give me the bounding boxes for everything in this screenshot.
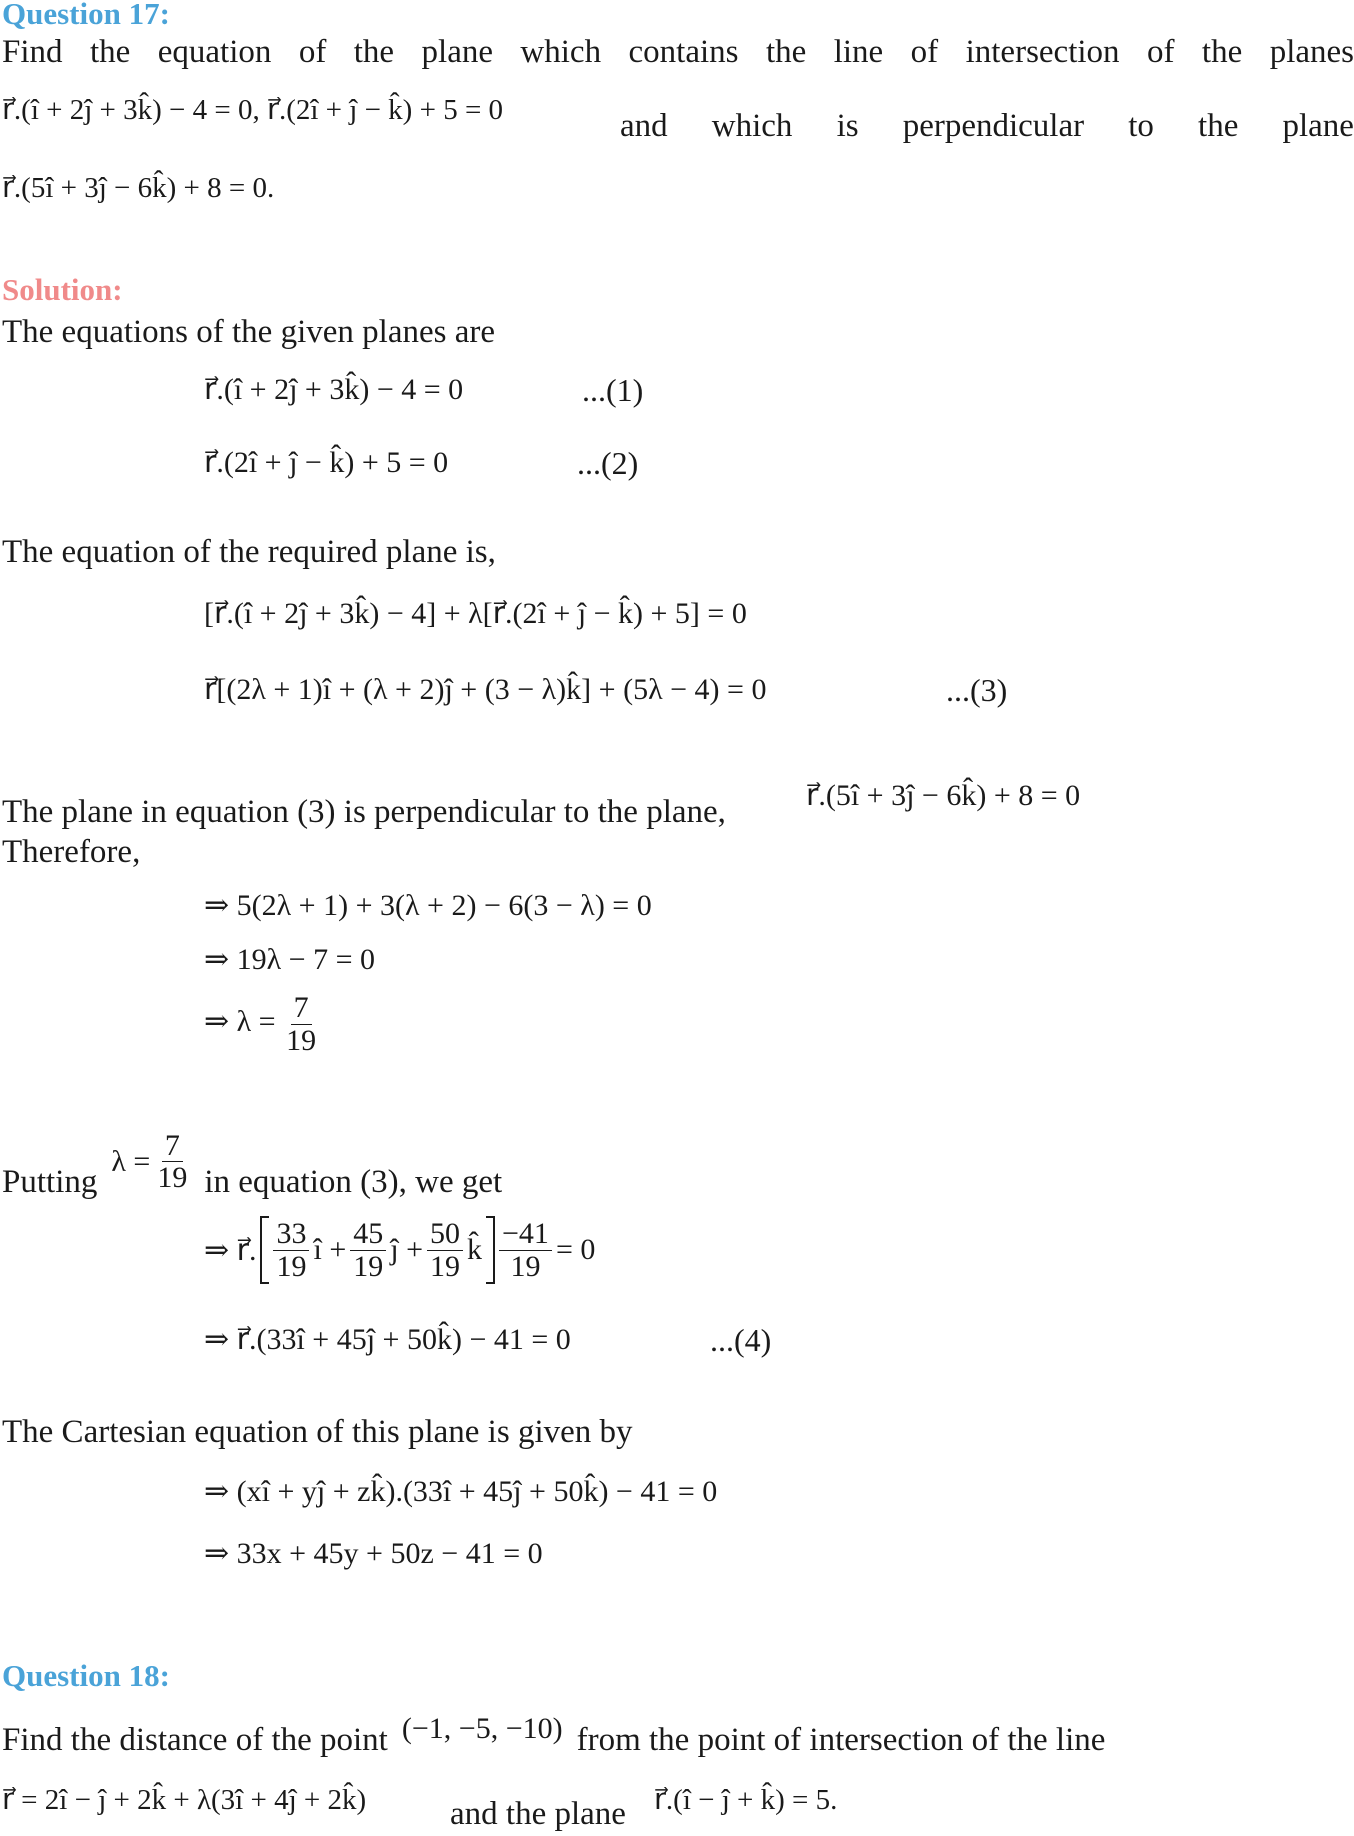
period: .	[830, 1784, 838, 1816]
unit-i: î +	[313, 1233, 347, 1266]
question-17-planes-equation: r⃗.(î + 2ĵ + 3k̂) − 4 = 0, r⃗.(2î + ĵ − k̂) + 5 = 0	[2, 94, 504, 126]
fraction-numerator: 50	[427, 1218, 463, 1251]
question-18-text	[2, 1712, 1106, 1759]
equation-2-tag: ...(2)	[577, 445, 639, 481]
solution-intro: The equations of the given planes are	[2, 314, 495, 350]
period: .	[267, 172, 275, 204]
perpendicular-text: The plane in equation (3) is perpendicular to the plane,	[2, 794, 726, 830]
lambda-fraction	[154, 1130, 190, 1194]
word: to	[1128, 108, 1154, 144]
solution-heading: Solution:	[2, 272, 123, 307]
left-bracket	[260, 1216, 269, 1284]
word: is	[836, 108, 859, 144]
equation: r⃗.(5î + 3ĵ − 6k̂) + 8 = 0	[2, 172, 268, 204]
equation-4-tag: ...(4)	[710, 1322, 772, 1358]
equation: r⃗.(î − ĵ + k̂) = 5	[654, 1784, 831, 1816]
step-3	[204, 992, 319, 1056]
right-bracket	[486, 1216, 495, 1284]
equation-3-tag: ...(3)	[946, 672, 1008, 708]
question-18-and-plane: and the plane	[450, 1796, 626, 1832]
fraction-numerator: 7	[162, 1130, 183, 1163]
fraction-denominator: 19	[353, 1249, 384, 1283]
fraction-denominator: 19	[286, 1023, 317, 1057]
fraction-numerator: 33	[273, 1218, 309, 1251]
question-18-text-a: Find the distance of the point	[2, 1722, 388, 1758]
word: perpendicular	[902, 108, 1085, 144]
word: the	[1198, 108, 1239, 144]
fraction-numerator: 7	[291, 992, 312, 1025]
word: which	[711, 108, 793, 144]
therefore-text: Therefore,	[2, 834, 141, 870]
fraction-denominator: 19	[510, 1249, 541, 1283]
fraction-a	[273, 1218, 309, 1282]
question-17-text: Find the equation of the plane which contains the line of intersection of the planes	[2, 34, 1354, 70]
substituted-equation	[204, 1216, 595, 1284]
unit-j: ĵ +	[390, 1233, 424, 1266]
putting-line	[2, 1122, 502, 1201]
cartesian-step-1: ⇒ (xî + yĵ + zk̂).(33î + 45ĵ + 50k̂) − 41 = 0	[204, 1475, 718, 1508]
required-plane-text: The equation of the required plane is,	[2, 534, 496, 570]
fraction-b	[350, 1218, 386, 1282]
step-2: ⇒ 19λ − 7 = 0	[204, 943, 376, 976]
eq-prefix: ⇒ r⃗.	[204, 1233, 257, 1267]
equation-3: r⃗[(2λ + 1)î + (λ + 2)ĵ + (3 − λ)k̂] + (5λ − 4) = 0	[204, 673, 767, 706]
equation-4: ⇒ r⃗.(33î + 45ĵ + 50k̂) − 41 = 0	[204, 1323, 571, 1356]
word: plane	[1282, 108, 1354, 144]
fraction-c	[427, 1218, 463, 1282]
fraction-denominator: 19	[157, 1161, 188, 1194]
question-17-heading: Question 17:	[2, 0, 170, 31]
eq-suffix: = 0	[555, 1233, 596, 1266]
in-equation-text: in equation (3), we get	[204, 1164, 503, 1200]
question-18-line-equation: r⃗ = 2î − ĵ + 2k̂ + λ(3î + 4ĵ + 2k̂)	[2, 1784, 367, 1816]
required-plane-equation: [r⃗.(î + 2ĵ + 3k̂) − 4] + λ[r⃗.(2î + ĵ − k̂) + 5] = 0	[204, 597, 747, 630]
step-1: ⇒ 5(2λ + 1) + 3(λ + 2) − 6(3 − λ) = 0	[204, 889, 652, 922]
lambda-equals: λ =	[111, 1144, 151, 1178]
equation-1-tag: ...(1)	[582, 372, 644, 408]
putting-text: Putting	[2, 1164, 98, 1200]
question-18-heading: Question 18:	[2, 1658, 170, 1693]
putting-lambda	[111, 1130, 190, 1194]
fraction-denominator: 19	[430, 1249, 461, 1283]
question-18-point: (−1, −5, −10)	[401, 1712, 563, 1745]
fraction-numerator: 45	[350, 1218, 386, 1251]
fraction-d	[499, 1218, 552, 1282]
lambda-fraction	[283, 992, 319, 1056]
cartesian-text: The Cartesian equation of this plane is given by	[2, 1414, 633, 1450]
question-17-text-line2	[620, 108, 1354, 145]
fraction-denominator: 19	[276, 1249, 307, 1283]
word: and	[620, 108, 668, 144]
equation-2: r⃗.(2î + ĵ − k̂) + 5 = 0	[204, 446, 449, 479]
equation-1: r⃗.(î + 2ĵ + 3k̂) − 4 = 0	[204, 373, 464, 406]
cartesian-step-2: ⇒ 33x + 45y + 50z − 41 = 0	[204, 1537, 543, 1570]
question-17-perpendicular-plane-equation	[2, 170, 274, 205]
lambda-equals: ⇒ λ =	[204, 1004, 276, 1038]
question-18-text-b: from the point of intersection of the line	[576, 1722, 1106, 1758]
unit-k: k̂	[467, 1233, 483, 1266]
question-18-plane-equation	[654, 1782, 837, 1817]
perpendicular-plane-equation: r⃗.(5î + 3ĵ − 6k̂) + 8 = 0	[806, 779, 1081, 812]
fraction-numerator: −41	[499, 1218, 552, 1251]
